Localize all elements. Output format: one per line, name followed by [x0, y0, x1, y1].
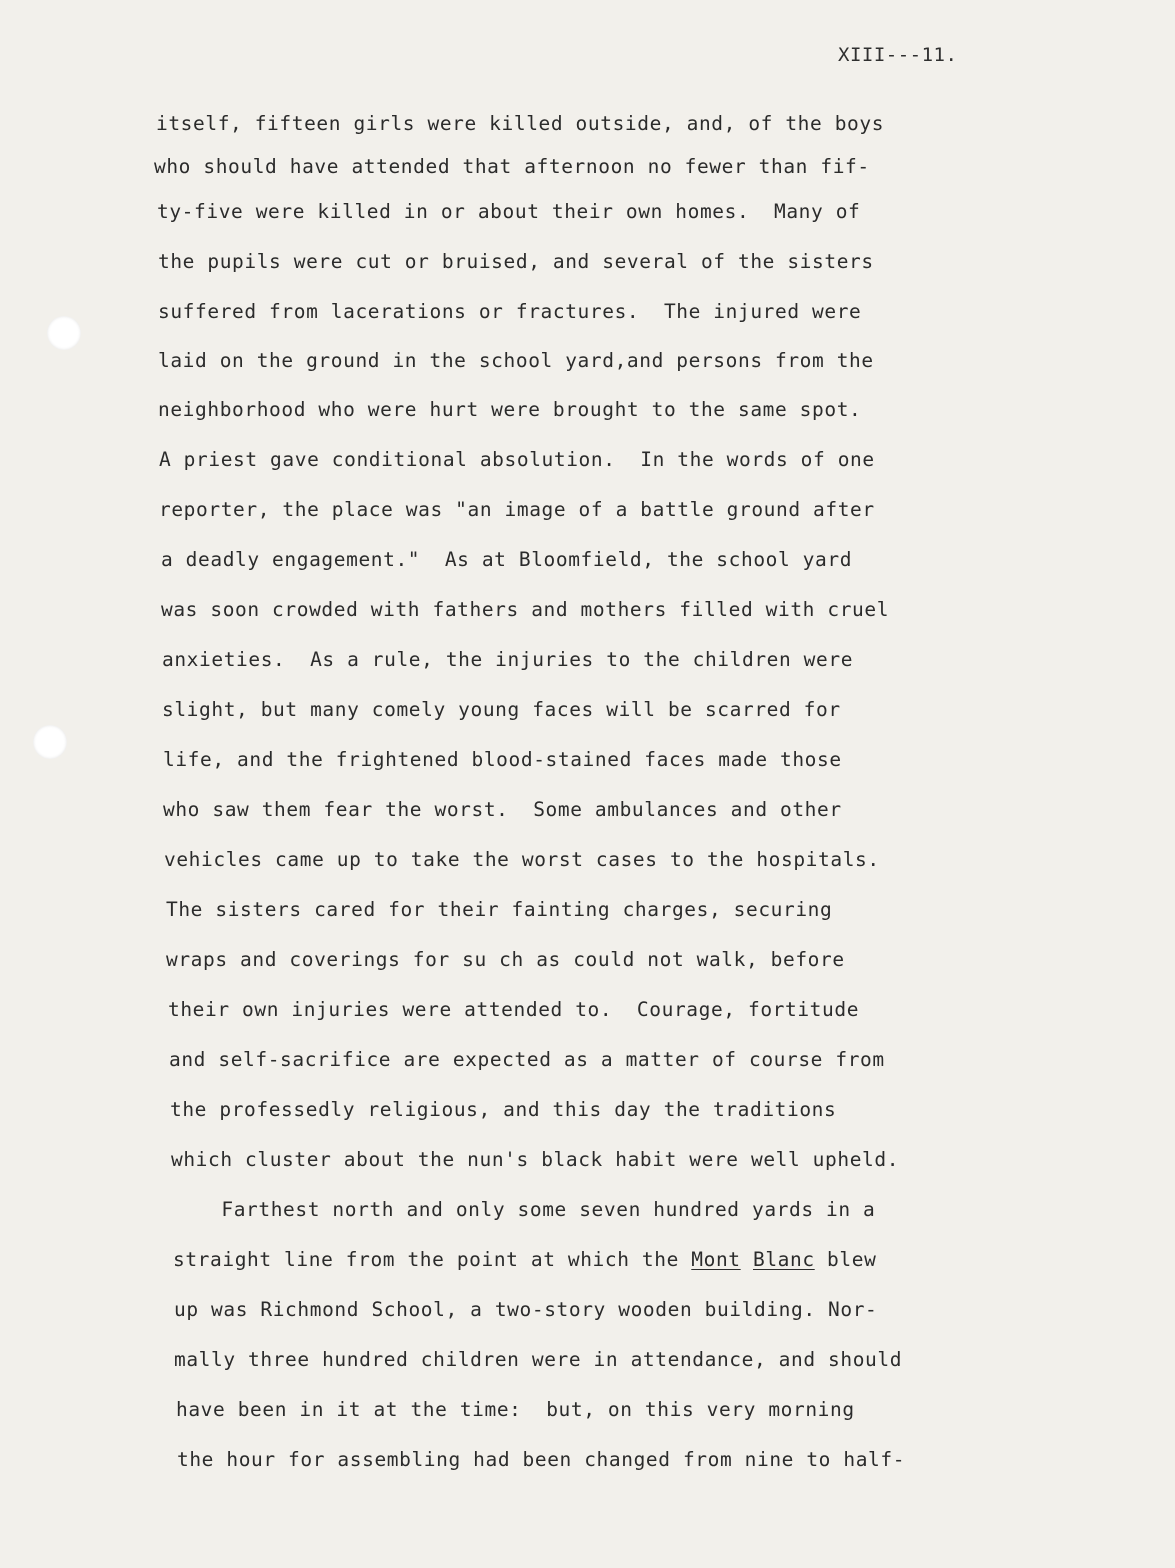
punch-hole-top	[47, 316, 81, 350]
line-text-before-ship: straight line from the point at which the	[173, 1248, 692, 1271]
page-number: XIII---11.	[838, 44, 958, 66]
text-line: laid on the ground in the school yard,and persons from the	[158, 349, 874, 372]
text-line: itself, fifteen girls were killed outside, and, of the boys	[156, 112, 885, 135]
text-line: who saw them fear the worst. Some ambulances and other	[163, 798, 842, 821]
text-line: the professedly religious, and this day the traditions	[170, 1098, 837, 1121]
text-line: the pupils were cut or bruised, and several of the sisters	[158, 250, 874, 273]
text-line: up was Richmond School, a two-story wooden building. Nor-	[174, 1298, 878, 1321]
text-line: which cluster about the nun's black habit were well upheld.	[171, 1148, 900, 1171]
line-text-after-ship: blew	[814, 1248, 877, 1271]
text-line: a deadly engagement." As at Bloomfield, the school yard	[161, 548, 853, 571]
text-line: ty-five were killed in or about their own homes. Many of	[157, 200, 861, 223]
text-line: neighborhood who were hurt were brought to the same spot.	[158, 398, 862, 421]
text-line: suffered from lacerations or fractures. The injured were	[158, 300, 862, 323]
text-line: life, and the frightened blood-stained faces made those	[163, 748, 842, 771]
text-line-with-ship-name	[173, 1250, 876, 1270]
text-line: Farthest north and only some seven hundred yards in a	[172, 1198, 876, 1221]
ship-name-blanc: Blanc	[753, 1248, 815, 1271]
text-line: have been in it at the time: but, on this very morning	[176, 1398, 855, 1421]
text-line: was soon crowded with fathers and mothers filled with cruel	[161, 598, 890, 621]
text-line: slight, but many comely young faces will be scarred for	[162, 698, 841, 721]
text-line: and self-sacrifice are expected as a matter of course from	[169, 1048, 885, 1071]
text-line: The sisters cared for their fainting charges, securing	[166, 898, 833, 921]
ship-name-mont: Mont	[691, 1248, 741, 1271]
text-line: who should have attended that afternoon no fewer than fif-	[154, 155, 870, 178]
punch-hole-bottom	[33, 725, 67, 759]
text-line: reporter, the place was "an image of a battle ground after	[159, 498, 875, 521]
ship-name-space	[741, 1248, 753, 1271]
text-line: mally three hundred children were in attendance, and should	[174, 1348, 903, 1371]
text-line: their own injuries were attended to. Courage, fortitude	[168, 998, 860, 1021]
text-line: A priest gave conditional absolution. In the words of one	[159, 448, 875, 471]
text-line: vehicles came up to take the worst cases to the hospitals.	[164, 848, 880, 871]
text-line: wraps and coverings for su ch as could not walk, before	[166, 948, 845, 971]
text-line: anxieties. As a rule, the injuries to the children were	[162, 648, 854, 671]
text-line: the hour for assembling had been changed from nine to half-	[177, 1448, 906, 1471]
